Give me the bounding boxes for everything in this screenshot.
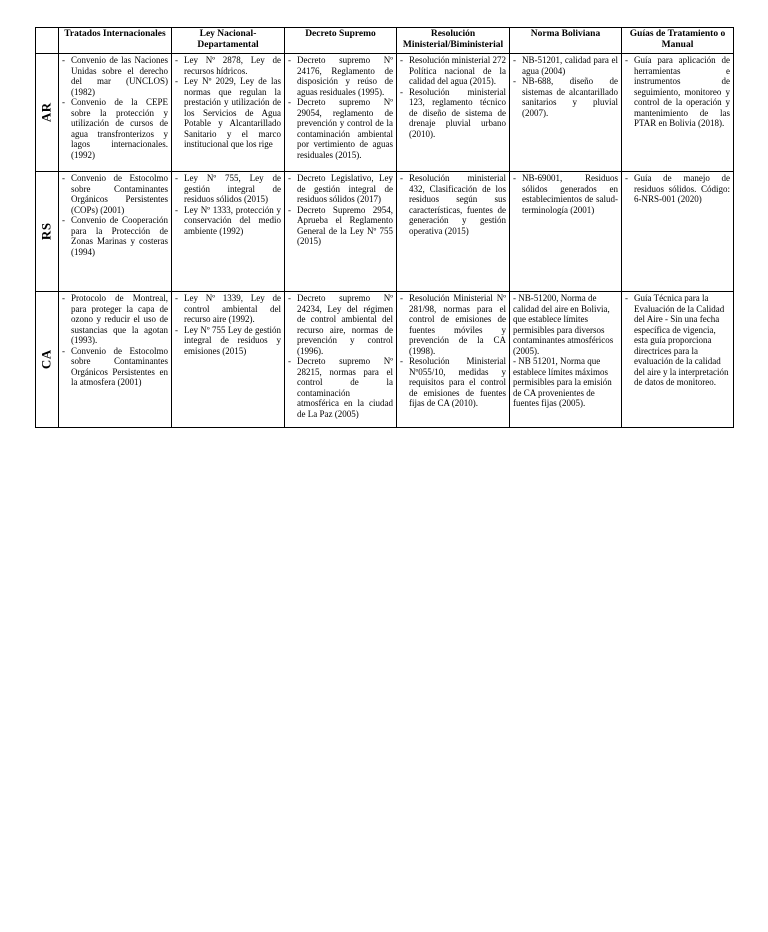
row-label-ar bbox=[36, 54, 59, 172]
list-item: - Ley Nº 2029, Ley de las normas que regulan la prestación y utilización de los Servicios de Agua Potable y Alcantarillado Sanitario y el marco institucional que los rige bbox=[175, 76, 281, 150]
cell-ar-resolucion bbox=[397, 54, 510, 172]
list-item: - Decreto Legislativo, Ley de gestión integral de residuos sólidos (2017) bbox=[288, 173, 393, 205]
cell-ar-tratados bbox=[59, 54, 172, 172]
cell-ar-ley bbox=[172, 54, 285, 172]
cell-ca-tratados bbox=[59, 292, 172, 428]
list-item: - Decreto supremo Nº 24176, Reglamento de disposición y reúso de aguas residuales (1995). bbox=[288, 55, 393, 97]
list-item: - Guía para aplicación de herramientas e instrumentos de seguimiento, monitoreo y control de la operación y mantenimiento de las PTAR en Bolivia (2018). bbox=[625, 55, 730, 129]
header-row bbox=[36, 28, 734, 54]
list-item: - Ley Nº 2878, Ley de recursos hídricos. bbox=[175, 55, 281, 76]
list-item: - Convenio de las Naciones Unidas sobre el derecho del mar (UNCLOS) (1982) bbox=[62, 55, 168, 97]
list-item: - Resolución ministerial 123, reglamento técnico de diseño de sistema de drenaje pluvial urbano (2010). bbox=[400, 87, 506, 140]
header-decreto: Decreto Supremo bbox=[285, 28, 397, 54]
header-resolucion: Resolución Ministerial/Biministerial bbox=[397, 28, 510, 54]
list-item: - Resolución Ministerial Nº 281/98, normas para el control de emisiones de fuentes móviles y prevención de la CA (1998). bbox=[400, 293, 506, 356]
cell-ca-ley bbox=[172, 292, 285, 428]
list-item: - Convenio de Cooperación para la Protección de Zonas Marinas y costeras (1994) bbox=[62, 215, 168, 257]
header-tratados: Tratados Internacionales bbox=[59, 28, 172, 54]
cell-rs-tratados bbox=[59, 172, 172, 292]
list-item: - Convenio de Estocolmo sobre Contaminantes Orgánicos Persistentes en la atmosfera (2001) bbox=[62, 346, 168, 388]
cell-rs-ley bbox=[172, 172, 285, 292]
list-item: - Ley Nº 1333, protección y conservación del medio ambiente (1992) bbox=[175, 205, 281, 237]
cell-rs-guias bbox=[622, 172, 734, 292]
row-label-rs bbox=[36, 172, 59, 292]
cell-ca-guias bbox=[622, 292, 734, 428]
header-norma: Norma Boliviana bbox=[510, 28, 622, 54]
list-item: - Decreto Supremo 2954, Aprueba el Reglamento General de la Ley Nº 755 (2015) bbox=[288, 205, 393, 247]
cell-ca-decreto bbox=[285, 292, 397, 428]
row-label-text: AR bbox=[38, 102, 54, 122]
list-item: - Ley Nº 1339, Ley de control ambiental del recurso aire (1992). bbox=[175, 293, 281, 325]
list-item: - NB-51201, calidad para el agua (2004) bbox=[513, 55, 618, 76]
list-item: - Protocolo de Montreal, para proteger la capa de ozono y reducir el uso de sustancias que la agotan (1993). bbox=[62, 293, 168, 346]
list-item: - Ley Nº 755 Ley de gestión integral de residuos y emisiones (2015) bbox=[175, 325, 281, 357]
cell-rs-decreto bbox=[285, 172, 397, 292]
list-item: - NB-688, diseño de sistemas de alcantarillado sanitarios y pluvial (2007). bbox=[513, 76, 618, 118]
list-item: - Resolución Ministerial Nº055/10, medidas y requisitos para el control de emisiones de fuentes fijas de CA (2010). bbox=[400, 356, 506, 409]
list-item: - NB 51201, Norma que establece límites máximos permisibles para la emisión de CA provenientes de fuentes fijas (2005). bbox=[513, 356, 612, 408]
list-item: - Ley Nº 755, Ley de gestión integral de residuos sólidos (2015) bbox=[175, 173, 281, 205]
cell-ar-guias bbox=[622, 54, 734, 172]
header-ley: Ley Nacional-Departamental bbox=[172, 28, 285, 54]
list-item: - Guía de manejo de residuos sólidos. Código: 6-NRS-001 (2020) bbox=[625, 173, 730, 205]
list-item: - Decreto supremo Nº 24234, Ley del régimen de control ambiental del recurso aire, normas de prevención y control (1996). bbox=[288, 293, 393, 356]
list-item: - NB-51200, Norma de calidad del aire en Bolivia, que establece límites permisibles para diversos contaminantes atmosféricos (2005). bbox=[513, 293, 614, 356]
list-item: - Resolución ministerial 432, Clasificación de los residuos según sus características, fuentes de generación y gestión operativa (2015) bbox=[400, 173, 506, 236]
cell-ca-resolucion bbox=[397, 292, 510, 428]
cell-ar-decreto bbox=[285, 54, 397, 172]
row-label-ca bbox=[36, 292, 59, 428]
cell-rs-norma bbox=[510, 172, 622, 292]
table-row-ar bbox=[36, 54, 734, 172]
cell-ca-norma bbox=[510, 292, 622, 428]
list-item: - Convenio de la CEPE sobre la protección y utilización de cursos de agua transfronterizos y lagos internacionales. (1992) bbox=[62, 97, 168, 160]
table-row-ca bbox=[36, 292, 734, 428]
list-item: - Decreto supremo Nº 29054, reglamento de prevención y control de la contaminación ambiental por vertimiento de aguas residuales (2015). bbox=[288, 97, 393, 160]
header-corner bbox=[36, 28, 59, 54]
list-item: - NB-69001, Residuos sólidos generados en establecimientos de salud-terminología (2001) bbox=[513, 173, 618, 215]
cell-rs-resolucion bbox=[397, 172, 510, 292]
table-row-rs bbox=[36, 172, 734, 292]
cell-ar-norma bbox=[510, 54, 622, 172]
list-item: - Decreto supremo Nº 28215, normas para el control de la contaminación atmosférica en la ciudad de La Paz (2005) bbox=[288, 356, 393, 419]
header-guias: Guías de Tratamiento o Manual bbox=[622, 28, 734, 54]
legal-framework-table bbox=[35, 27, 734, 428]
list-item: - Convenio de Estocolmo sobre Contaminantes Orgánicos Persistentes (COPs) (2001) bbox=[62, 173, 168, 215]
row-label-text: CA bbox=[38, 349, 54, 369]
list-item: - Guía Técnica para la Evaluación de la Calidad del Aire - Sin una fecha específica de vigencia, esta guía proporciona directrices para la evaluación de la calidad del aire y la interpretación de datos de monitoreo. bbox=[625, 293, 730, 388]
list-item: - Resolución ministerial 272 Política nacional de la calidad del agua (2015). bbox=[400, 55, 506, 87]
row-label-text: RS bbox=[38, 222, 54, 240]
